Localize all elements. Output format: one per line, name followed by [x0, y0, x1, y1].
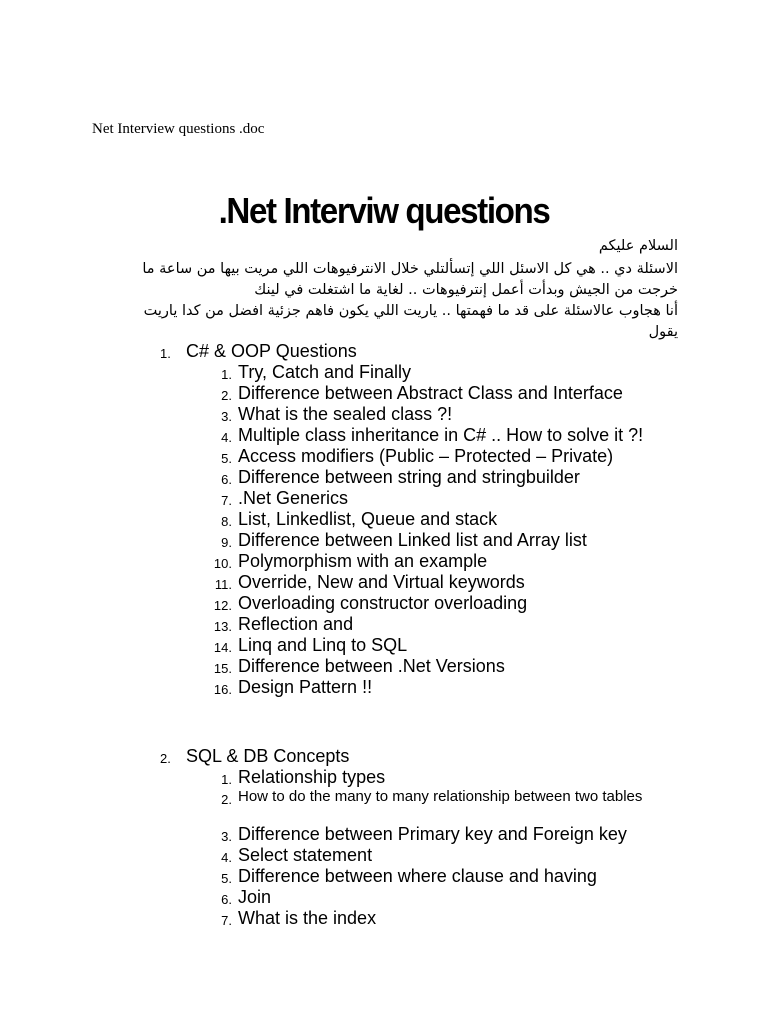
item-text: How to do the many to many relationship between two tables	[238, 788, 643, 805]
item-text: Override, New and Virtual keywords	[238, 572, 525, 592]
item-number: 5.	[221, 451, 232, 466]
item-number: 6.	[221, 472, 232, 487]
section-number: 2.	[160, 751, 171, 766]
section-title: SQL & DB Concepts	[186, 746, 350, 766]
item-text: What is the index	[238, 908, 377, 928]
item-number: 3.	[221, 409, 232, 424]
page-title: .Net Interviw questions	[218, 190, 550, 231]
item-text: Difference between where clause and having	[238, 866, 597, 886]
item-number: 7.	[221, 493, 232, 508]
item-text: Relationship types	[238, 767, 386, 787]
item-text: Polymorphism with an example	[238, 551, 488, 571]
arabic-greeting: السلام عليكم	[598, 238, 678, 254]
item-number: 4.	[221, 850, 232, 865]
item-text: .Net Generics	[238, 488, 349, 508]
item-text: Difference between Abstract Class and Interface	[238, 383, 623, 403]
item-text: List, Linkedlist, Queue and stack	[238, 509, 498, 529]
item-number: 4.	[221, 430, 232, 445]
arabic-line: خرجت من الجيش وبدأت أعمل إنترفيوهات .. لغاية ما اشتغلت في لينك	[254, 282, 678, 298]
item-number: 6.	[221, 892, 232, 907]
item-text: Join	[238, 887, 272, 907]
item-number: 1.	[221, 367, 232, 382]
item-number: 16.	[213, 682, 232, 697]
item-text: Access modifiers (Public – Protected – Private)	[238, 446, 614, 466]
item-number: 12.	[213, 598, 232, 613]
item-number: 13.	[213, 619, 232, 634]
section-number: 1.	[160, 346, 171, 361]
item-text: Design Pattern !!	[238, 677, 373, 697]
item-text: Linq and Linq to SQL	[238, 635, 408, 655]
item-number: 7.	[221, 913, 232, 928]
item-text: Try, Catch and Finally	[238, 362, 412, 382]
section-title: C# & OOP Questions	[186, 341, 357, 361]
document-header: Net Interview questions .doc	[92, 121, 265, 137]
item-number: 8.	[221, 514, 232, 529]
item-number: 14.	[213, 640, 232, 655]
arabic-line: أنا هجاوب عالاسئلة على قد ما فهمتها .. ياريت اللي يكون فاهم جزئية افضل من كدا ياريت	[143, 303, 678, 319]
item-number: 10.	[213, 556, 232, 571]
item-number: 2.	[221, 792, 232, 807]
item-text: Difference between Primary key and Foreign key	[238, 824, 627, 844]
item-text: Reflection and	[238, 614, 354, 634]
item-number: 9.	[221, 535, 232, 550]
item-number: 15.	[213, 661, 232, 676]
item-text: Difference between string and stringbuilder	[238, 467, 580, 487]
item-text: Select statement	[238, 845, 373, 865]
item-text: Multiple class inheritance in C# .. How to solve it ?!	[238, 425, 644, 445]
arabic-line: يقول	[648, 324, 678, 340]
item-number: 5.	[221, 871, 232, 886]
item-text: Difference between Linked list and Array list	[238, 530, 587, 550]
item-number: 1.	[221, 772, 232, 787]
arabic-line: الاسئلة دي .. هي كل الاسئل اللي إتسألتلي خلال الانترفيوهات اللي مريت بيها من ساعة ما	[142, 261, 678, 277]
item-number: 2.	[221, 388, 232, 403]
item-number: 11.	[214, 577, 232, 592]
item-text: What is the sealed class ?!	[238, 404, 453, 424]
item-text: Overloading constructor overloading	[238, 593, 528, 613]
item-number: 3.	[221, 829, 232, 844]
item-text: Difference between .Net Versions	[238, 656, 505, 676]
